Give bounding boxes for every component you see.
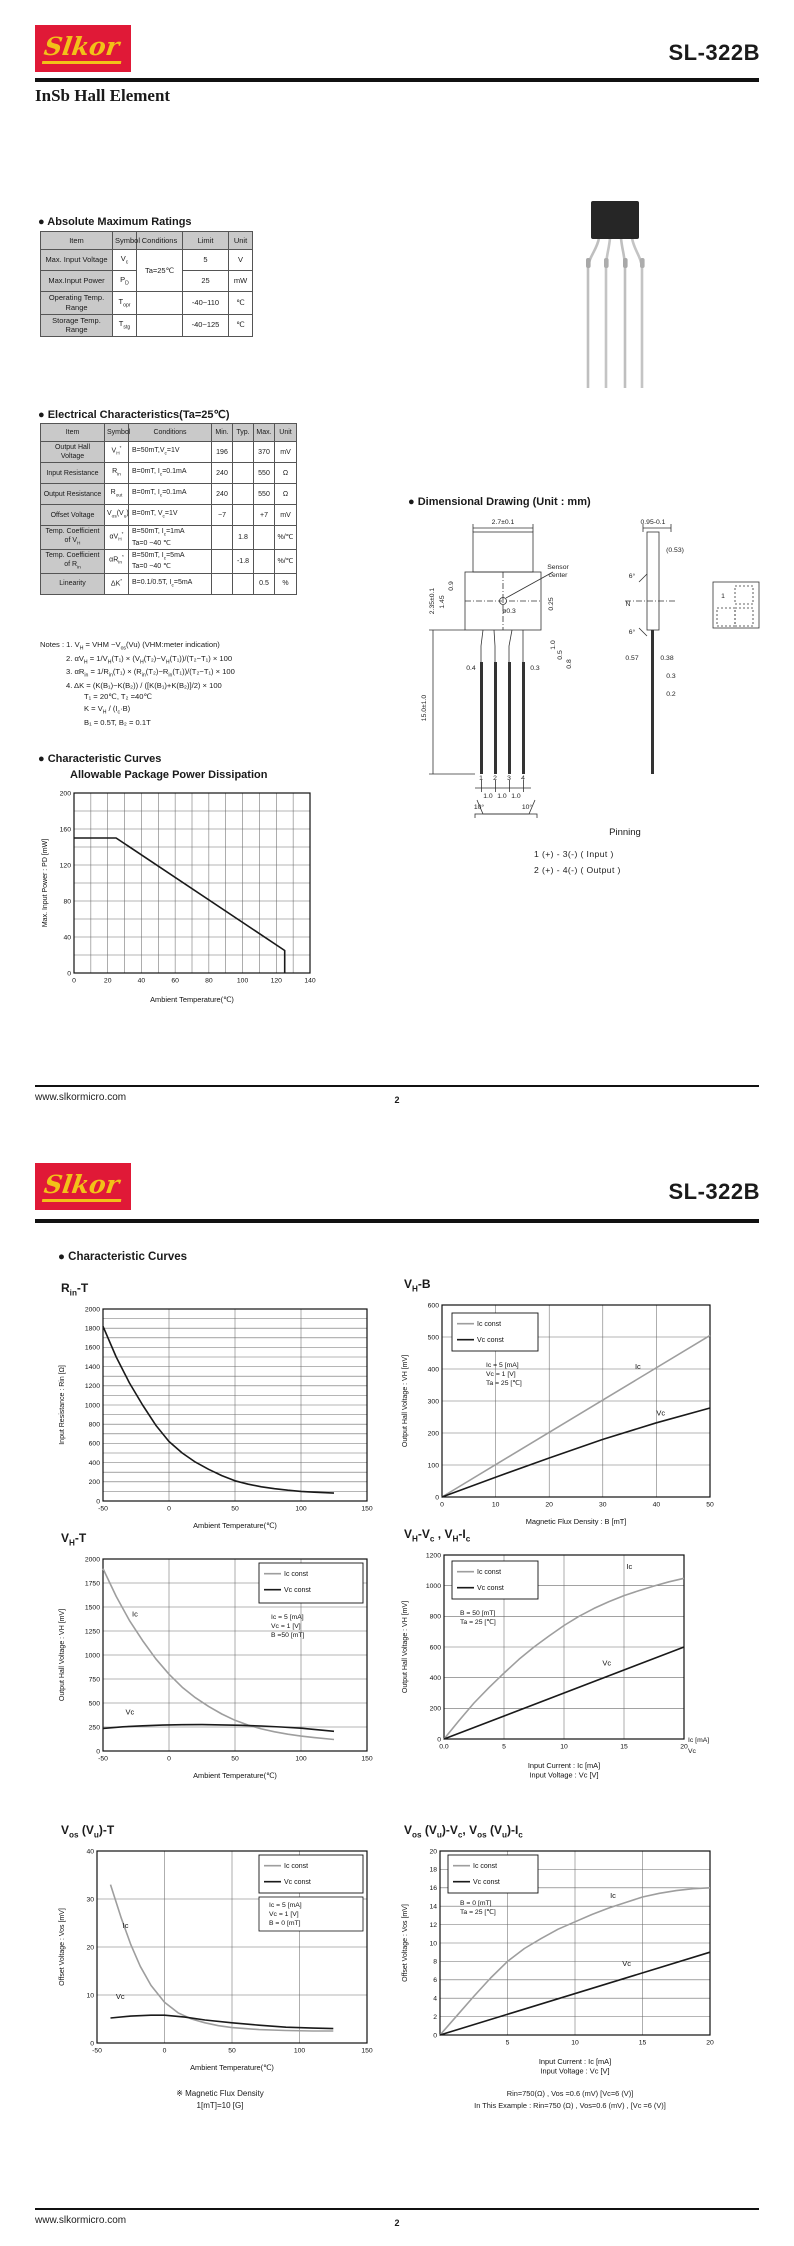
svg-text:400: 400 <box>427 1366 439 1374</box>
svg-text:Ta = 25 [℃]: Ta = 25 [℃] <box>460 1909 496 1917</box>
svg-text:200: 200 <box>59 790 71 798</box>
svg-text:Vc = 1 [V]: Vc = 1 [V] <box>486 1371 516 1379</box>
svg-text:Ic: Ic <box>132 1609 138 1619</box>
svg-text:0.4: 0.4 <box>466 665 476 672</box>
svg-text:1.0: 1.0 <box>483 793 493 800</box>
svg-text:15: 15 <box>638 2039 647 2047</box>
package-body <box>591 201 639 239</box>
svg-text:600: 600 <box>427 1302 439 1310</box>
svg-text:1000: 1000 <box>84 1652 100 1660</box>
svg-text:0: 0 <box>440 1501 444 1509</box>
svg-text:5: 5 <box>502 1743 506 1751</box>
section-characteristic-curves: ● Characteristic Curves <box>38 753 162 765</box>
svg-text:750: 750 <box>88 1676 100 1684</box>
svg-text:250: 250 <box>88 1724 100 1732</box>
footer-rule <box>35 1085 759 1087</box>
svg-text:-50: -50 <box>92 2047 102 2055</box>
svg-text:150: 150 <box>361 2047 373 2055</box>
svg-text:20: 20 <box>680 1743 688 1751</box>
svg-text:200: 200 <box>88 1479 100 1487</box>
svg-text:4: 4 <box>521 775 525 782</box>
svg-text:Ic = 5 [mA]: Ic = 5 [mA] <box>486 1362 519 1370</box>
svg-text:0: 0 <box>96 1748 100 1756</box>
svg-text:Offset Voltage : Vos [mV]: Offset Voltage : Vos [mV] <box>59 1908 66 1987</box>
svg-text:0: 0 <box>96 1498 100 1506</box>
svg-text:1200: 1200 <box>425 1552 441 1560</box>
svg-text:Vc: Vc <box>602 1658 612 1668</box>
svg-text:50: 50 <box>231 1755 239 1763</box>
svg-text:0: 0 <box>433 2032 437 2040</box>
svg-text:100: 100 <box>236 977 249 985</box>
svg-text:1750: 1750 <box>84 1580 100 1588</box>
pinning-info <box>520 824 730 879</box>
svg-text:1600: 1600 <box>84 1345 100 1353</box>
svg-text:1.0: 1.0 <box>550 640 557 650</box>
svg-text:1800: 1800 <box>84 1325 100 1333</box>
svg-text:0.0: 0.0 <box>439 1743 449 1751</box>
svg-text:600: 600 <box>88 1441 100 1449</box>
svg-text:80: 80 <box>205 977 213 985</box>
brand-logo-text: Slkor <box>42 34 125 64</box>
svg-text:1000: 1000 <box>84 1402 100 1410</box>
svg-text:40: 40 <box>86 1848 94 1856</box>
svg-text:Ic const: Ic const <box>477 1569 502 1577</box>
svg-text:2.35±0.1: 2.35±0.1 <box>429 587 436 615</box>
magnetic-flux-note-line: 1[mT]=10 [G] <box>196 2101 244 2111</box>
svg-text:14: 14 <box>429 1903 437 1911</box>
svg-text:Ambient Temperature(℃): Ambient Temperature(℃) <box>190 2063 274 2073</box>
svg-text:0.95-0.1: 0.95-0.1 <box>640 519 666 526</box>
example-note-line: In This Example : Rin=750 (Ω) , Vos=0.6 (mV) , [Vc =6 (V)] <box>474 2100 666 2110</box>
svg-text:Ic: Ic <box>626 1562 633 1572</box>
svg-text:0.5: 0.5 <box>557 650 564 660</box>
header-rule <box>35 78 759 82</box>
svg-text:1.0: 1.0 <box>511 793 521 800</box>
svg-text:Ic: Ic <box>610 1891 616 1901</box>
svg-text:Ta = 25 [℃]: Ta = 25 [℃] <box>486 1380 522 1388</box>
svg-text:1.45: 1.45 <box>439 595 446 609</box>
svg-text:center: center <box>548 572 568 579</box>
svg-text:B =50 [mT]: B =50 [mT] <box>271 1632 305 1640</box>
svg-text:10: 10 <box>491 1501 500 1509</box>
svg-text:200: 200 <box>427 1430 439 1438</box>
svg-text:40: 40 <box>137 977 146 985</box>
magnetic-flux-note <box>55 2088 385 2112</box>
page-number: 2 <box>394 2218 400 2228</box>
chart-title: $V_{os}$ $(V_u)-V_c$, $V_{os}$ $(V_u)-I_c$ <box>404 1823 523 1840</box>
svg-text:0: 0 <box>437 1736 441 1744</box>
table-row: Max. Input Voltage $V_c$ Ta=25℃ 5 V <box>41 250 253 271</box>
chart-title: $V_H-T$ <box>61 1531 87 1548</box>
pinning-title: Pinning <box>609 827 641 838</box>
table-row: Storage Temp. Range $T_{stg}$ -40~125 ℃ <box>41 314 253 337</box>
svg-text:-50: -50 <box>98 1505 108 1513</box>
svg-text:15: 15 <box>620 1743 628 1751</box>
svg-text:0: 0 <box>167 1505 171 1513</box>
svg-text:800: 800 <box>429 1614 441 1622</box>
svg-text:N: N <box>625 601 631 608</box>
svg-text:4: 4 <box>433 1995 437 2003</box>
svg-text:10: 10 <box>560 1743 568 1751</box>
section-absolute-maximum-ratings: ● Absolute Maximum Ratings <box>38 216 192 228</box>
svg-text:100: 100 <box>295 1505 307 1513</box>
svg-text:150: 150 <box>361 1505 373 1513</box>
svg-text:200: 200 <box>429 1706 441 1714</box>
magnetic-flux-note-line: ※ Magnetic Flux Density <box>176 2089 264 2099</box>
svg-text:(0.53): (0.53) <box>666 547 684 554</box>
svg-text:6: 6 <box>433 1977 437 1985</box>
svg-text:1.0: 1.0 <box>497 793 507 800</box>
product-title: InSb Hall Element <box>35 86 171 105</box>
svg-text:30: 30 <box>599 1501 607 1509</box>
chart-title: $V_H-B$ <box>404 1277 431 1294</box>
svg-text:800: 800 <box>88 1421 100 1429</box>
svg-text:Vc const: Vc const <box>284 1879 311 1887</box>
header-rule <box>35 1219 759 1223</box>
svg-text:-50: -50 <box>98 1755 108 1763</box>
chart-title: Allowable Package Power Dissipation <box>70 769 268 781</box>
svg-text:B = 0 [mT]: B = 0 [mT] <box>269 1920 301 1928</box>
svg-text:Ta = 25 [℃]: Ta = 25 [℃] <box>460 1619 496 1627</box>
chart-vh-b <box>398 1277 728 1540</box>
product-photo <box>575 198 659 394</box>
vh-vc-ic-chart <box>398 1545 728 1785</box>
svg-text:160: 160 <box>59 826 71 834</box>
svg-text:2.7±0.1: 2.7±0.1 <box>491 519 515 526</box>
svg-text:1250: 1250 <box>84 1628 100 1636</box>
svg-text:100: 100 <box>295 1755 307 1763</box>
svg-text:Ic [mA]: Ic [mA] <box>688 1737 710 1745</box>
svg-text:Offset Voltage : Vos [mV]: Offset Voltage : Vos [mV] <box>402 1904 409 1983</box>
svg-text:0.25: 0.25 <box>548 597 555 611</box>
note-line: 2. $\alpha V_H = 1/V_H(T_1) \times (V_H(T_2)-V_H(T_1))/(T_2-T_1) \times 100$ <box>66 653 233 666</box>
svg-text:Vc = 1 [V]: Vc = 1 [V] <box>269 1911 299 1919</box>
footer-rule <box>35 2208 759 2210</box>
svg-text:Vc const: Vc const <box>284 1587 311 1595</box>
svg-text:Ic = 5 [mA]: Ic = 5 [mA] <box>271 1614 304 1622</box>
chart-rin-t <box>55 1281 385 1544</box>
svg-text:2: 2 <box>433 2014 437 2022</box>
table-row: Max.Input Power $P_D$ 25 mW <box>41 271 253 292</box>
svg-text:0.38: 0.38 <box>660 655 674 662</box>
svg-text:2000: 2000 <box>84 1556 100 1564</box>
svg-text:300: 300 <box>427 1398 439 1406</box>
note-line: T₁ = 20℃, T₂ =40℃ <box>84 692 153 702</box>
chart-power-dissipation <box>38 769 330 1018</box>
svg-text:15.0±1.0: 15.0±1.0 <box>421 694 428 722</box>
svg-text:8: 8 <box>433 1959 437 1967</box>
pinning-line-output: 2 (+) - 4(-) ( Output ) <box>534 865 621 876</box>
svg-text:50: 50 <box>706 1501 714 1509</box>
section-dimensional-drawing: ● Dimensional Drawing (Unit : mm) <box>408 496 591 508</box>
chart-title: $V_H-V_c$ , $V_H-I_c$ <box>404 1527 471 1544</box>
svg-text:20: 20 <box>429 1848 437 1856</box>
vh-b-chart <box>398 1295 728 1535</box>
svg-text:Vc = 1 [V]: Vc = 1 [V] <box>271 1623 301 1631</box>
svg-text:80: 80 <box>63 898 71 906</box>
svg-text:Ic = 5 [mA]: Ic = 5 [mA] <box>269 1902 302 1910</box>
svg-text:0.3: 0.3 <box>530 665 540 672</box>
svg-text:10°: 10° <box>473 804 485 811</box>
svg-text:Output Hall Voltage : VH [mV]: Output Hall Voltage : VH [mV] <box>59 1609 66 1702</box>
svg-text:6°: 6° <box>628 629 636 636</box>
absolute-maximum-ratings-table: Item Symbol Conditions Limit Unit Max. Input Voltage $V_c$ Ta=25℃ 5 V Max.Input Power $P_D$ 25 mW Operating Temp. Range $T_{opr}$ -40~110 ℃ Storage Temp. Range $T_{stg}$ -40~125 ℃ <box>40 231 253 337</box>
svg-text:3: 3 <box>507 775 511 782</box>
table-row: Output Hall Voltage $V_H^*$ $B=50mT,V_c=1V$ 196 370 mV <box>41 442 297 463</box>
svg-text:Output Hall Voltage : VH [mV]: Output Hall Voltage : VH [mV] <box>402 1355 409 1448</box>
section-electrical-characteristics: ● Electrical Characteristics(Ta=25℃) <box>38 409 230 421</box>
svg-text:Ic: Ic <box>634 1362 641 1372</box>
svg-text:0.3: 0.3 <box>666 673 676 680</box>
svg-text:18: 18 <box>429 1867 437 1875</box>
svg-text:Ic: Ic <box>122 1921 129 1931</box>
svg-text:20: 20 <box>545 1501 553 1509</box>
svg-text:60: 60 <box>171 977 179 985</box>
svg-text:Vc: Vc <box>115 1992 125 2002</box>
svg-text:Max. Input Power : PD [mW]: Max. Input Power : PD [mW] <box>42 838 49 928</box>
svg-text:400: 400 <box>88 1460 100 1468</box>
power-dissipation-chart <box>38 783 330 1013</box>
dimension-labels <box>421 519 725 811</box>
svg-text:40: 40 <box>652 1501 661 1509</box>
svg-text:50: 50 <box>231 1505 239 1513</box>
svg-text:150: 150 <box>361 1755 373 1763</box>
example-note-line: Rin=750(Ω) , Vos =0.6 (mV) [Vc=6 (V)] <box>506 2089 634 2099</box>
svg-text:16: 16 <box>429 1885 437 1893</box>
table-row: Offset Voltage $V_{os}(V_u)$ B=0mT, $V_c=1V$ −7 +7 mV <box>41 505 297 526</box>
svg-text:20: 20 <box>706 2039 714 2047</box>
svg-text:10: 10 <box>86 1992 94 2000</box>
svg-text:140: 140 <box>304 977 316 985</box>
svg-text:100: 100 <box>293 2047 306 2055</box>
svg-text:50: 50 <box>228 2047 236 2055</box>
svg-text:40: 40 <box>63 934 71 942</box>
svg-text:0: 0 <box>167 1755 171 1763</box>
svg-text:Ambient Temperature(℃): Ambient Temperature(℃) <box>193 1771 277 1781</box>
svg-text:120: 120 <box>270 977 282 985</box>
dimensional-drawing <box>395 512 779 818</box>
svg-text:Vc: Vc <box>688 1748 696 1756</box>
table-row: Output Resistance $R_{out}$ B=0mT, $I_c=0.1mA$ 240 550 Ω <box>41 484 297 505</box>
svg-text:Sensor: Sensor <box>547 564 569 571</box>
svg-text:Input Resistance : Rin [Ω]: Input Resistance : Rin [Ω] <box>59 1365 66 1446</box>
note-line: 4. ΔK = (K(B₁)−K(B₂)) / ([K(B₁)+K(B₂)]/2) × 100 <box>66 680 222 690</box>
svg-text:Ic const: Ic const <box>477 1321 502 1329</box>
vos-t-chart <box>55 1841 385 2081</box>
page-number: 2 <box>394 1095 400 1105</box>
svg-text:500: 500 <box>88 1700 100 1708</box>
svg-text:Ic const: Ic const <box>284 1571 309 1579</box>
page-2 <box>0 1123 794 2246</box>
svg-text:120: 120 <box>59 862 71 870</box>
lead-wires <box>586 238 645 388</box>
svg-text:2: 2 <box>493 775 497 782</box>
pinning-line-input: 1 (+) - 3(-) ( Input ) <box>534 849 614 860</box>
note-line: $K = V_H / (I_c\cdot B)$ <box>84 704 131 716</box>
svg-text:Output Hall Voltage : VH [mV]: Output Hall Voltage : VH [mV] <box>402 1601 409 1694</box>
svg-text:Vc: Vc <box>125 1707 135 1717</box>
svg-text:400: 400 <box>429 1675 441 1683</box>
svg-text:Ic const: Ic const <box>284 1863 309 1871</box>
svg-text:20: 20 <box>86 1944 94 1952</box>
svg-text:1500: 1500 <box>84 1604 100 1612</box>
rin-t-chart <box>55 1299 385 1539</box>
chart-vos-vc-ic <box>398 1823 742 2111</box>
notes <box>40 639 310 728</box>
table-row: Temp. Coefficient of $R_{in}$ $\alpha R_{in}^*$ B=50mT, $I_c=5mA$ Ta=0 ~40 ℃ -1.8 %/℃ <box>41 549 297 573</box>
chart-title: $V_{os}$ $(V_u)-T$ <box>61 1823 115 1840</box>
svg-text:Input Voltage : Vc [V]: Input Voltage : Vc [V] <box>529 1770 599 1780</box>
svg-text:5: 5 <box>505 2039 510 2047</box>
table-row: Linearity ΔK* B=0.1/0.5T, $I_c=5mA$ 0.5 % <box>41 573 297 594</box>
svg-text:2000: 2000 <box>84 1306 100 1314</box>
svg-text:Ambient Temperature(℃): Ambient Temperature(℃) <box>150 995 234 1004</box>
model-number: SL-322B <box>668 1179 760 1204</box>
footer-website: www.slkormicro.com <box>35 1092 127 1103</box>
svg-text:Ambient Temperature(℃): Ambient Temperature(℃) <box>193 1521 277 1531</box>
svg-text:Vc const: Vc const <box>477 1585 504 1593</box>
chart-vh-vc-ic <box>398 1527 728 1790</box>
svg-text:Input Voltage : Vc [V]: Input Voltage : Vc [V] <box>540 2066 610 2076</box>
svg-text:Input Current : Ic [mA]: Input Current : Ic [mA] <box>527 1761 601 1771</box>
note-line: B₁ = 0.5T, B₂ = 0.1T <box>84 717 151 727</box>
svg-text:1000: 1000 <box>425 1583 441 1591</box>
brand-logo <box>35 25 131 72</box>
svg-text:ø0.3: ø0.3 <box>502 608 516 615</box>
section-characteristic-curves: ● Characteristic Curves <box>58 1251 188 1263</box>
vos-vc-ic-chart <box>398 1841 728 2081</box>
svg-text:B = 50 [mT]: B = 50 [mT] <box>460 1610 496 1618</box>
svg-text:30: 30 <box>86 1896 94 1904</box>
svg-text:Vc: Vc <box>656 1408 666 1418</box>
svg-text:B = 0 [mT]: B = 0 [mT] <box>460 1900 492 1908</box>
svg-text:Vc: Vc <box>622 1959 632 1969</box>
table-row: Operating Temp. Range $T_{opr}$ -40~110 ℃ <box>41 292 253 315</box>
vh-t-chart <box>55 1549 385 1789</box>
svg-text:Input Current : Ic [mA]: Input Current : Ic [mA] <box>538 2057 612 2067</box>
svg-text:0: 0 <box>90 2040 94 2048</box>
svg-text:0.9: 0.9 <box>448 581 455 591</box>
svg-text:10°: 10° <box>521 804 533 811</box>
svg-text:Vc const: Vc const <box>473 1879 500 1887</box>
model-number: SL-322B <box>668 40 760 65</box>
table-row: Input Resistance $R_{in}$ B=0mT, $I_c=0.1mA$ 240 550 Ω <box>41 463 297 484</box>
svg-text:1: 1 <box>721 593 725 600</box>
example-note <box>398 2088 742 2110</box>
svg-text:0: 0 <box>162 2047 167 2055</box>
svg-text:Ic const: Ic const <box>473 1863 498 1871</box>
brand-logo-text: Slkor <box>42 1172 125 1202</box>
dimensional-drawing-lines <box>429 524 759 818</box>
svg-text:1400: 1400 <box>84 1364 100 1372</box>
note-line: 3. $\alpha R_{in} = 1/R_{in}(T_1) \times (R_{in}(T_2)-R_{in}(T_1))/(T_2-T_1) \times 100$ <box>66 667 235 679</box>
svg-text:500: 500 <box>427 1334 439 1342</box>
svg-text:600: 600 <box>429 1644 441 1652</box>
svg-text:1200: 1200 <box>84 1383 100 1391</box>
svg-text:0.8: 0.8 <box>566 659 573 669</box>
electrical-characteristics-table: Item Symbol Conditions Min. Typ. Max. Unit Output Hall Voltage $V_H^*$ $B=50mT,V_c=1V$ 196 370 mV Input Resistance $R_{in}$ B=0mT, $I_c=0.1mA$ 240 550 Ω Output Resistance $R_{out}$ B=0mT, $I_c=0.1mA$ 240 550 Ω Offset Voltage $V_{os}(V_u)$ B=0mT, $V_c=1V$ −7 +7 mV Temp. Coefficient of $V_H$ $\alpha V_H^*$ B=50mT, $I_c=1mA$ Ta=0 ~40 ℃ 1.8 %/℃ Temp. Coefficient of $R_{in}$ $\alpha R_{in}^*$ B=50mT, $I_c=5mA$ Ta=0 ~40 ℃ -1.8 %/℃ Linearity ΔK* B=0.1/0.5T, $I_c=5mA$ 0.5 % <box>40 423 297 595</box>
svg-text:0: 0 <box>67 970 71 978</box>
svg-text:100: 100 <box>427 1462 439 1470</box>
svg-text:Vc const: Vc const <box>477 1337 504 1345</box>
svg-text:1: 1 <box>479 775 483 782</box>
svg-text:12: 12 <box>429 1922 437 1930</box>
footer-website: www.slkormicro.com <box>35 2215 127 2226</box>
svg-text:10: 10 <box>571 2039 579 2047</box>
chart-title: $R_{in}-T$ <box>61 1281 89 1298</box>
chart-vos-t <box>55 1823 385 2112</box>
svg-text:6°: 6° <box>628 573 636 580</box>
svg-text:0.57: 0.57 <box>625 655 639 662</box>
svg-text:0: 0 <box>435 1494 439 1502</box>
svg-text:0: 0 <box>72 977 76 985</box>
svg-text:0.2: 0.2 <box>666 691 676 698</box>
brand-logo <box>35 1163 131 1210</box>
table-row: Temp. Coefficient of $V_H$ $\alpha V_H^*$ B=50mT, $I_c=1mA$ Ta=0 ~40 ℃ 1.8 %/℃ <box>41 526 297 550</box>
svg-text:20: 20 <box>103 977 112 985</box>
note-line: Notes : 1. $V_H$ = VHM $-V_{os}(Vu)$ (VHM:meter indication) <box>40 640 220 652</box>
svg-text:Magnetic Flux Density : B [mT]: Magnetic Flux Density : B [mT] <box>525 1517 627 1527</box>
chart-vh-t <box>55 1531 385 1794</box>
svg-text:10: 10 <box>429 1940 437 1948</box>
